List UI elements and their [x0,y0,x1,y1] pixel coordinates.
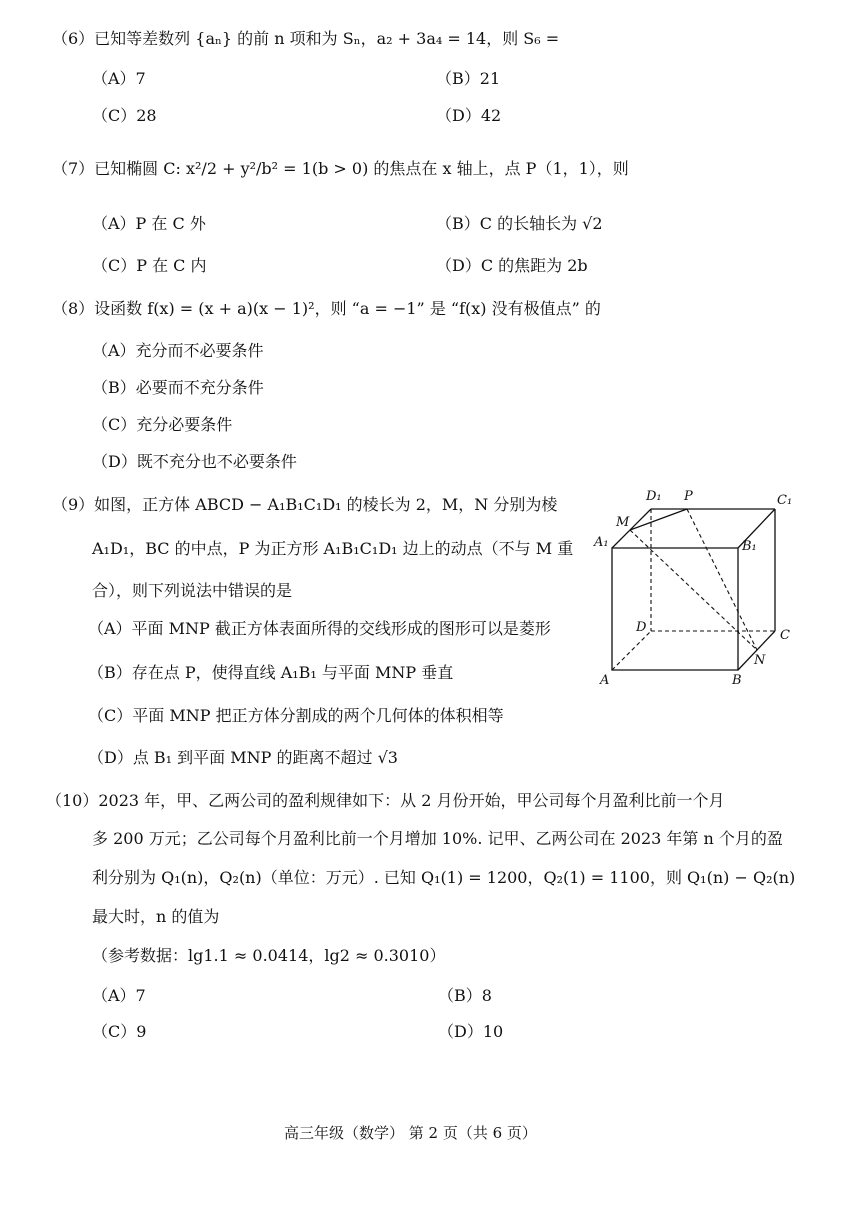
question-10-stem-line-3: 利分别为 Q₁(n)，Q₂(n)（单位：万元）. 已知 Q₁(1) = 1200，Q₂(1) = 1100，则 Q₁(n) − Q₂(n) [92,868,796,887]
q8-option-a: （A）充分而不必要条件 [92,341,264,360]
q7-option-a: （A）P 在 C 外 [92,214,206,233]
label-p: P [684,489,693,504]
label-b1: B₁ [742,539,757,554]
question-7-stem: （7）已知椭圆 C: x²/2 + y²/b² = 1(b > 0) 的焦点在 x 轴上，点 P（1，1），则 [52,159,629,178]
label-b: B [732,673,742,688]
question-10-reference-data: （参考数据：lg1.1 ≈ 0.0414，lg2 ≈ 0.3010） [92,946,446,965]
label-d1: D₁ [646,489,662,504]
q10-option-a: （A）7 [92,986,146,1005]
q10-option-b: （B）8 [438,986,492,1005]
q7-option-d: （D）C 的焦距为 2b [436,256,588,275]
question-10-stem-line-1: （10）2023 年，甲、乙两公司的盈利规律如下：从 2 月份开始，甲公司每个月盈利比前一个月 [46,791,725,810]
q7-option-c: （C）P 在 C 内 [92,256,207,275]
page-footer: 高三年级（数学） 第 2 页（共 6 页） [284,1124,537,1142]
question-10-stem-line-4: 最大时，n 的值为 [92,907,220,926]
cube-figure [590,478,800,690]
label-a1: A₁ [594,535,609,550]
label-c1: C₁ [777,493,793,508]
q8-option-b: （B）必要而不充分条件 [92,378,264,397]
q8-option-d: （D）既不充分也不必要条件 [92,452,297,471]
q10-option-d: （D）10 [438,1022,504,1041]
label-m: M [616,515,630,530]
edge-a-d-hidden [612,631,651,670]
q8-option-c: （C）充分必要条件 [92,415,233,434]
question-6-stem: （6）已知等差数列 {aₙ} 的前 n 项和为 Sₙ，a₂ + 3a₄ = 14，则 S₆ = [52,29,560,48]
label-n: N [754,653,766,668]
question-8-stem: （8）设函数 f(x) = (x + a)(x − 1)²，则 “a = −1” 是 “f(x) 没有极值点” 的 [52,299,601,318]
q10-option-c: （C）9 [92,1022,147,1041]
q9-option-b: （B）存在点 P，使得直线 A₁B₁ 与平面 MNP 垂直 [88,663,454,682]
q9-option-a: （A）平面 MNP 截正方体表面所得的交线形成的图形可以是菱形 [88,619,551,638]
q6-option-d: （D）42 [436,106,502,125]
q6-option-c: （C）28 [92,106,157,125]
segment-m-p [630,509,687,530]
q6-option-b: （B）21 [436,69,501,88]
question-9-stem-line-2: A₁D₁，BC 的中点，P 为正方形 A₁B₁C₁D₁ 边上的动点（不与 M 重 [92,539,574,558]
label-a: A [600,673,610,688]
question-9-stem-line-1: （9）如图，正方体 ABCD − A₁B₁C₁D₁ 的棱长为 2，M，N 分别为棱 [52,495,558,514]
q9-option-c: （C）平面 MNP 把正方体分割成的两个几何体的体积相等 [88,706,504,725]
q9-option-d: （D）点 B₁ 到平面 MNP 的距离不超过 √3 [88,748,398,767]
cube-front-face [612,548,738,670]
q6-option-a: （A）7 [92,69,146,88]
question-10-stem-line-2: 多 200 万元；乙公司每个月盈利比前一个月增加 10%. 记甲、乙两公司在 2023 年第 n 个月的盈 [92,829,783,848]
label-c: C [780,628,790,643]
q7-option-b: （B）C 的长轴长为 √2 [436,214,603,233]
label-d: D [636,620,647,635]
question-9-stem-line-3: 合），则下列说法中错误的是 [92,581,293,600]
segment-p-n-hidden [687,509,757,650]
